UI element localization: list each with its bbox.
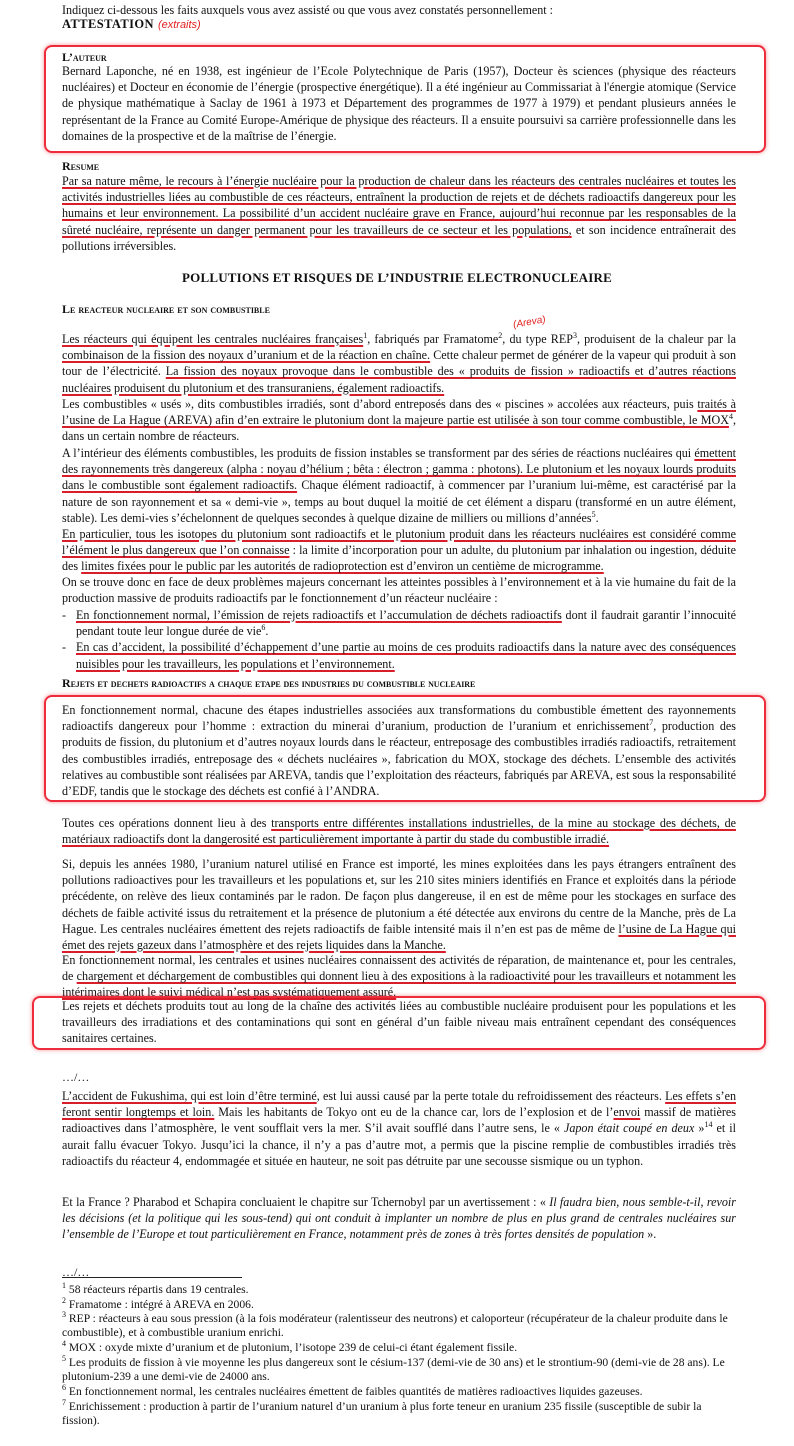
rejets-paragraph-4 bbox=[62, 952, 736, 1001]
li2-underlined: En cas d’accident, la possibilité d’échappement d’une partie au moins de ces produits radioactifs dans la nature avec des conséquences nuisibles pour les travailleurs, les populations et l’environnement. bbox=[76, 640, 736, 671]
section-heading-rejets: Rejets et dechets radioactifs a chaque etape des industries du combustible nucleaire bbox=[62, 676, 476, 690]
rejets-paragraph-1 bbox=[62, 702, 736, 799]
list-item bbox=[62, 639, 736, 671]
footnote-text: Framatome : intégré à AREVA en 2006. bbox=[68, 1298, 254, 1311]
footnote-2 bbox=[62, 1298, 742, 1312]
footnote-ref-5[interactable]: 5 bbox=[591, 509, 596, 519]
footnote-number: 5 bbox=[62, 1354, 66, 1364]
footnote-1 bbox=[62, 1283, 742, 1297]
footnote-ref-2[interactable]: 2 bbox=[498, 330, 503, 340]
fuku-text-b: , est lui aussi causé par la perte totale du refroidissement des réacteurs. bbox=[316, 1089, 666, 1103]
resume-underlined-text: Par sa nature même, le recours à l’énergie nucléaire pour la production de chaleur dans les réacteurs des centrales nucléaires et toutes les activités industrielles liées au combustible de ces réacteurs, entraînent la production de rejets et de déchets radioactifs dangereux pour les humains et leur environnement. La possibilité d’un accident nucléaire grave en France, aujourd’hui reconnue par les responsables de la sûreté nucléaire, représente un danger permanent pour les travailleurs de ce secteur et les populations, bbox=[62, 174, 736, 237]
fuku-underlined-e: envoi bbox=[613, 1105, 641, 1120]
title-note: (extraits) bbox=[157, 19, 201, 31]
footnote-number: 7 bbox=[62, 1398, 66, 1408]
rejets-paragraph-5: Les rejets et déchets produits tout au long de la chaîne des activités liées au combustible nucléaire produisent pour les populations et les travailleurs des irradiations et des contaminations qui sont en général d’un faible niveau mais entraînent cependant des conséquences sanitaires certaines. bbox=[62, 999, 736, 1046]
section-heading-reacteur: Le reacteur nucleaire et son combustible bbox=[62, 302, 270, 316]
footnote-text: 58 réacteurs répartis dans 19 centrales. bbox=[68, 1283, 249, 1296]
p3-text-a: A l’intérieur des éléments combustibles, les produits de fission instables se transforment par des séries de réactions nucléaires qui bbox=[62, 446, 695, 460]
footnote-6 bbox=[62, 1385, 742, 1399]
footnote-5 bbox=[62, 1356, 742, 1384]
p1-underlined-g: La fission des noyaux provoque dans le combustible des « produits de fission » radioactifs et d’autres réactions nucléaires produisent du plutonium et des transuraniens, également radioactifs. bbox=[62, 364, 736, 395]
france-text-c: ». bbox=[644, 1227, 657, 1242]
footnote-text: MOX : oxyde mixte d’uranium et de plutonium, l’isotope 239 de celui-ci étant également fissile. bbox=[68, 1341, 518, 1354]
p4-underlined-c: limites fixées pour le public par les autorités de radioprotection est d’environ un centième de microgramme. bbox=[81, 559, 604, 574]
s2p2-underlined-b: transports entre différentes installations industrielles, de la mine au stockage des déchets, de matériaux radioactifs dont la dangerosité est particulièrement importante à partir du stade du combustible irradié. bbox=[62, 816, 736, 847]
p1-text-d: , produisent de la chaleur par la bbox=[576, 332, 736, 346]
fuku-underlined-c: Les effets s’en feront sentir longtemps et loin. bbox=[62, 1089, 736, 1120]
footnote-text: Les produits de fission à vie moyenne les plus dangereux sont le césium-137 (demi-vie de 30 ans) et le strontium-90 (demi-vie de 28 ans). Le plutonium-239 a une demi-vie de 24000 ans. bbox=[62, 1356, 725, 1383]
footnote-ref-7[interactable]: 7 bbox=[649, 718, 654, 728]
ellipsis-separator-2: …/… bbox=[62, 1265, 90, 1279]
france-text-a: Et la France ? Pharabod et Schapira concluaient le chapitre sur Tchernobyl par un avertissement : « bbox=[62, 1195, 550, 1209]
p1-underlined-e: combinaison de la fission des noyaux d’uranium et de la réaction en chaîne. bbox=[62, 348, 431, 363]
fuku-text-h: » bbox=[694, 1121, 705, 1136]
s2p2-text-a: Toutes ces opérations donnent lieu à des bbox=[62, 816, 272, 830]
p1-text-c: , du type REP bbox=[502, 332, 573, 346]
p3-underlined-b: émettent des rayonnements très dangereux (alpha : noyau d’hélium ; bêta : électron ; gamma : photons). Le plutonium et les noyaux lourds produits dans le combustible sont également radioactifs. bbox=[62, 446, 736, 493]
footnote-number: 3 bbox=[62, 1310, 66, 1320]
footnote-divider bbox=[62, 1277, 242, 1278]
areva-handwritten-note: (Areva) bbox=[512, 314, 547, 331]
fuku-text-i: et il aurait fallu évacuer Tokyo. Jusqu’ici la chance, il n’y a pas d’autre mot, a permis que la piscine remplie de combustibles irradiés très radioactifs du réacteur 4, endommagée et située en hauteur, ne soit pas détruite par une secousse sismique ou un typhon. bbox=[62, 1121, 737, 1168]
p4-underlined-a: En particulier, tous les isotopes du plutonium sont radioactifs et le plutonium produit dans les réacteurs nucléaires est considéré comme l’élément le plus dangereux que l’on connaisse bbox=[62, 527, 736, 558]
resume-heading-text: Resume bbox=[62, 159, 100, 173]
france-quote: Il faudra bien, nous semble-t-il, revoir les décisions (et la politique qui les sous-tend) qui ont conduit à implanter un nombre de plus en plus grand de centrales nucléaires sur l’ensemble de l’Europe et tout particulièrement en France, notamment près de zones à très fortes densités de population bbox=[62, 1195, 736, 1242]
footnote-ref-6[interactable]: 6 bbox=[261, 623, 266, 633]
footnote-4 bbox=[62, 1341, 742, 1355]
list-item: - En fonctionnement normal, l’émission de rejets radioactifs et l’accumulation de déchets radioactifs dont il faudrait garantir l’innocuité pendant toute leur longue durée de vie$^6$. bbox=[62, 607, 736, 639]
footnote-ref-4[interactable]: 4 bbox=[728, 412, 733, 422]
s2p3-underlined-b: l’usine de La Hague qui émet des rejets gazeux dans l’atmosphère et des rejets liquides dans la Manche. bbox=[62, 921, 737, 953]
title-text: ATTESTATION bbox=[62, 17, 154, 31]
reacteur-paragraph-3: A l’intérieur des éléments combustibles, les produits de fission instables se transforment par des séries de réactions nucléaires qui émettent des rayonnements très dangereux (alpha : noyau d’hélium ; bêta : électron ; gamma : photons). Le plutonium et les noyaux lourds produits dans le combustible sont également radioactifs. Chaque élément radioactif, à commencer par l’uranium lui-même, est caractérisé par la nature de son rayonnement et sa « demi-vie », temps au bout duquel la moitié de cet élément a disparu (transformé en un autre élément, stable). Les demi-vies s’échelonnent de quelques secondes à quelque dizaine de milliers ou millions d’années$^5$. bbox=[62, 446, 737, 525]
fuku-quote: Japon était coupé en deux bbox=[563, 1121, 695, 1136]
footnote-ref-3[interactable]: 3 bbox=[572, 330, 577, 340]
s2p4-underlined-b: chargement et déchargement de combustibles qui donnent lieu à des expositions à la radioactivité pour les travailleurs et notamment les intérimaires dont le suivi médical n’est pas systématiquement assuré. bbox=[62, 969, 736, 1000]
footnote-number: 4 bbox=[62, 1339, 66, 1349]
france-paragraph bbox=[62, 1194, 736, 1243]
ellipsis-separator-1: …/… bbox=[62, 1070, 90, 1084]
footnote-text: Enrichissement : production à partir de l’uranium naturel d’un uranium à plus forte teneur en uranium 235 fissile (susceptible de subir la fission). bbox=[62, 1400, 702, 1427]
p2-underlined-b: traités à l’usine de La Hague (AREVA) afin d’en extraire le plutonium dont la majeure partie est utilisée à son tour comme combustible, le MOX bbox=[62, 397, 736, 428]
reacteur-paragraph-1 bbox=[62, 331, 736, 396]
fuku-text-d: Mais les habitants de Tokyo ont eu de la chance car, lors de l’explosion et de l’ bbox=[214, 1105, 614, 1120]
fukushima-paragraph bbox=[62, 1088, 736, 1169]
intro-line: Indiquez ci-dessous les faits auxquels vous avez assisté ou que vous avez constatés personnellement : bbox=[62, 3, 554, 17]
auteur-paragraph: Bernard Laponche, né en 1938, est ingénieur de l’Ecole Polytechnique de Paris (1957), Docteur ès sciences (physique des réacteurs nucléaires) et Docteur en économie de l’énergie (prospective énergétique). Il a été ingénieur au Commissariat à l'énergie atomique (Service de physique mathématique à Saclay de 1961 à 1973 et Département des programmes de 1977 à 1979) et pendant plusieurs années le représentant de la France au Comité Europe-Amérique de physique des réacteurs. Il a ensuite poursuivi sa carrière professionnelle dans les domaines de la prospective et de la maîtrise de l’énergie. bbox=[62, 64, 736, 143]
footnote-number: 6 bbox=[62, 1383, 66, 1393]
reacteur-paragraph-4 bbox=[62, 526, 736, 575]
li1-underlined: En fonctionnement normal, l’émission de rejets radioactifs et l’accumulation de déchets radioactifs bbox=[76, 608, 562, 622]
footnote-3 bbox=[62, 1312, 742, 1340]
footnote-number: 1 bbox=[62, 1281, 66, 1291]
p3-text-c: Chaque élément radioactif, à commencer par l’uranium lui-même, est caractérisé par la nature de son rayonnement et sa « demi-vie », temps au bout duquel la moitié de cet élément a disparu (transformé en un autre élément, stable). Les demi-vies s’échelonnent de quelques secondes à quelque dizaine de milliers ou millions d’années bbox=[62, 478, 737, 525]
rejets-paragraph-3 bbox=[62, 856, 736, 953]
document-title bbox=[62, 17, 201, 32]
footnote-text: REP : réacteurs à eau sous pression (à la fois modérateur (ralentisseur des neutrons) et caloporteur (récupérateur de la chaleur produite dans le combustible), et à combustible uranium enrichi. bbox=[62, 1312, 728, 1339]
s2p4-text-a: En fonctionnement normal, les centrales et usines nucléaires connaissent des activités de réparation, de maintenance et, pour les centrales, de bbox=[62, 953, 736, 984]
fuku-text-f: massif de matières radioactives dans l’atmosphère, le vent soufflait vers la mer. S’il avait soufflé dans l’autre sens, le « bbox=[62, 1105, 736, 1136]
fuku-underlined-a: L’accident de Fukushima, qui est loin d’être terminé bbox=[62, 1089, 317, 1103]
rejets-paragraph-2 bbox=[62, 815, 736, 847]
s2p1-text-b: , production des produits de fission, du plutonium et d’autres noyaux lourds dans le réacteur, entreposage des combustibles irradiés radioactifs, retraitement des combustibles irradiés, entreposage des « déchets nucléaires », fabrication du MOX, stockage des déchets. L’ensemble des activités relatives au combustible sont réalisées par AREVA, tandis que l’exploitation des réacteurs, fabriqués par AREVA, est sous la responsabilité d’EDF, tandis que le stockage des déchets est confié à l’ANDRA. bbox=[62, 719, 737, 799]
footnote-ref-1[interactable]: 1 bbox=[363, 330, 368, 340]
section-heading-auteur: L’auteur bbox=[62, 50, 107, 64]
p4-text-b: : la limite d’incorporation pour un adulte, du plutonium par inhalation ou ingestion, déduite des bbox=[62, 543, 736, 574]
reacteur-paragraph-2 bbox=[62, 396, 736, 445]
footnote-7 bbox=[62, 1400, 742, 1428]
resume-rest-text: et son incidence entraînerait des pollutions irréversibles. bbox=[62, 222, 736, 253]
p1-text-f: Cette chaleur permet de générer de la vapeur qui produit à son tour de l’électricité. bbox=[62, 348, 736, 379]
section-heading-resume bbox=[62, 159, 99, 174]
p1-text-b: , fabriqués par Framatome bbox=[367, 332, 499, 346]
main-title: POLLUTIONS ET RISQUES DE L’INDUSTRIE ELECTRONUCLEAIRE bbox=[182, 270, 612, 285]
reacteur-problem-list bbox=[62, 607, 736, 672]
s2p3-text-a: Si, depuis les années 1980, l’uranium naturel utilisé en France est importé, les mines exploitées dans les pays étrangers entraînent des pollutions radioactives pour les travailleurs et les populations et, sur les 210 sites miniers identifiés en France et exploités dans la période précédente, on relève des lieux contaminés par le radon. De façon plus dangereuse, il en est de même pour les stockages en surface des déchets de faible activité issus du retraitement et la présence de plutonium a été détectée aux environs du centre de la Manche, près de La Hague. Les centrales nucléaires émettent des rejets radioactifs de faible intensité mais il n’en est pas de même de bbox=[62, 857, 736, 936]
s2p1-text: En fonctionnement normal, chacune des étapes industrielles associées aux transformations du combustible émettent des rayonnements radioactifs dangereux pour l’homme : extraction du minerai d’uranium, production de l’uranium et enrichissement bbox=[62, 703, 736, 734]
resume-paragraph bbox=[62, 173, 736, 254]
p2-text-a: Les combustibles « usés », dits combustibles irradiés, sont d’abord entreposés dans des « piscines » accolées aux réacteurs, puis bbox=[62, 397, 698, 411]
footnote-text: En fonctionnement normal, les centrales nucléaires émettent de faibles quantités de matières radioactives liquides gazeuses. bbox=[68, 1385, 643, 1398]
p2-text-c: , dans un certain nombre de réacteurs. bbox=[62, 413, 736, 444]
reacteur-paragraph-5: On se trouve donc en face de deux problèmes majeurs concernant les atteintes possibles à l’environnement et à la vie humaine du fait de la production massive de produits radioactifs par le fonctionnement d’un réacteur nucléaire : bbox=[62, 575, 736, 606]
li1-text: dont il faudrait garantir l’innocuité pendant toute leur longue durée de vie bbox=[76, 608, 736, 639]
p1-underlined-a: Les réacteurs qui équipent les centrales nucléaires françaises bbox=[62, 332, 364, 346]
footnote-ref-14[interactable]: 14 bbox=[704, 1120, 713, 1130]
footnote-number: 2 bbox=[62, 1296, 66, 1306]
